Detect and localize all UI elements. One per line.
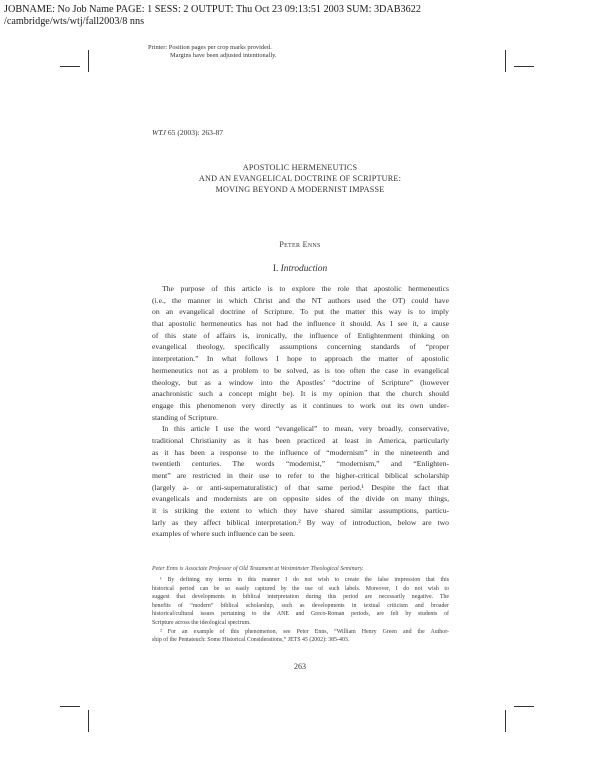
title-line: MOVING BEYOND A MODERNIST IMPASSE — [215, 185, 385, 194]
page-number: 263 — [294, 662, 306, 671]
author-affiliation: Peter Enns is Associate Professor of Old Testament at Westminster Theological Seminary. — [152, 566, 364, 572]
job-line: JOBNAME: No Job Name PAGE: 1 SESS: 2 OUTPUT: Thu Oct 23 09:13:51 2003 SUM: 3DAB3622 — [4, 4, 421, 15]
paragraph-line: In this article I use the word “evangelical” to mean, very broadly, conservative, — [162, 424, 449, 434]
paragraph-line: traditional Christianity as it has been practiced at least in America, particularly — [152, 435, 449, 445]
crop-mark-bottom-left-horizontal — [60, 706, 80, 707]
crop-mark-bottom-right-vertical — [505, 710, 506, 732]
paragraph-line: anachronistic such a concept might be). It is my opinion that the church should — [152, 389, 449, 399]
paragraph-line: engage this phenomenon very directly as it continues to work out its own under- — [152, 400, 449, 410]
paragraph-line: that apostolic hermeneutics has not had the influence it should. As I see it, a cause — [152, 319, 449, 329]
crop-mark-top-right-horizontal — [514, 66, 534, 67]
footnote-line: suggest that developments in biblical interpretation during this period are necessarily negative. The — [152, 594, 449, 601]
crop-mark-top-left-horizontal — [60, 66, 80, 67]
paragraph-line: (i.e., the manner in which Christ and the NT authors used the OT) could have — [152, 295, 449, 305]
crop-mark-top-right-vertical — [505, 50, 506, 72]
paragraph-line: twentieth centuries. The words “modernist,” “modernism,” and “Enlighten- — [152, 459, 449, 469]
footnote-line: ¹ By defining my terms in this manner I do not wish to create the false impression that this — [160, 577, 449, 583]
crop-mark-bottom-left-vertical — [88, 710, 89, 732]
footnote-line: ship of the Pentateuch: Some Historical Considerations,” JETS 45 (2002): 385-403. — [152, 637, 350, 644]
journal-citation — [152, 128, 223, 137]
footnote-line: historical/cultural issues pertaining to the ANE and Greco-Roman periods, are felt by students of — [152, 611, 449, 618]
title-line: APOSTOLIC HERMENEUTICS — [242, 163, 358, 172]
section-number: I. — [272, 264, 279, 274]
paragraph-line: as it has been a response to the influence of “modernism” in the nineteenth and — [152, 447, 449, 457]
paragraph-line: ment” are restricted in their use to refer to the higher-critical biblical scholarship — [152, 471, 449, 480]
footnote-line: Scripture across the ideological spectrum. — [152, 619, 251, 626]
paragraph-line: evangelicals and modernists are on opposite sides of the divide on many things, — [152, 494, 449, 504]
paragraph-line: of this state of affairs is, ironically, the influence of Enlightenment thinking on — [152, 330, 449, 340]
paragraph-line: evangelical theology, specifically assumptions concerning standards of “proper — [152, 342, 449, 352]
journal-volume: 65 (2003): 263-87 — [165, 128, 224, 137]
paragraph-line: (largely a- or anti-supernaturalistic) of that same period.¹ Despite the fact that — [152, 482, 449, 492]
footnote-line: ² For an example of this phenomenon, see Peter Enns, “William Henry Green and the Author- — [160, 628, 449, 635]
paragraph-line: examples of where such influence can be seen. — [152, 529, 295, 539]
paragraph-line: on an evangelical doctrine of Scripture. To put the matter this way is to imply — [152, 307, 449, 317]
paragraph-line: larly as they affect biblical interpretation.² By way of introduction, below are two — [152, 517, 449, 527]
body-text — [152, 283, 449, 540]
paragraph-line: standing of Scripture. — [152, 412, 218, 422]
paragraph-line: theology, but as a window into the Apostles’ “doctrine of Scripture” (however — [152, 377, 449, 387]
footnote-line: historical period can be so easily captured by the use of such labels. Moreover, I do not wish to — [152, 585, 449, 592]
crop-mark-top-left-vertical — [88, 50, 89, 72]
footnotes — [152, 576, 449, 645]
path-line: /cambridge/wts/wtj/fall2003/8 nns — [4, 16, 145, 27]
printer-note — [148, 44, 276, 60]
author-name: Peter Enns — [279, 240, 321, 249]
section-heading — [140, 264, 460, 274]
section-title: Introduction — [280, 264, 328, 274]
crop-mark-bottom-right-horizontal — [514, 706, 534, 707]
footnote-line: benefits of “modern” biblical scholarship, such as developments in textual criticism and broader — [152, 602, 449, 609]
paragraph-line: it is striking the extent to which they have shared similar assumptions, particu- — [152, 506, 449, 516]
title-line: AND AN EVANGELICAL DOCTRINE OF SCRIPTURE: — [198, 174, 402, 183]
paragraph-line: interpretation.” In what follows I hope to approach the matter of apostolic — [152, 354, 449, 364]
job-header — [4, 4, 421, 28]
paragraph-line: The purpose of this article is to explore the role that apostolic hermeneutics — [162, 284, 449, 293]
printer-note-line2: Margins have been adjusted intentionally. — [170, 52, 277, 59]
journal-abbrev: WTJ — [152, 128, 166, 137]
printer-note-line1: Printer: Position pages per crop marks provided. — [148, 44, 272, 51]
paragraph-line: hermeneutics not as a problem to be solved, as is too often the case in evangelical — [152, 365, 449, 375]
article-title — [140, 162, 460, 195]
